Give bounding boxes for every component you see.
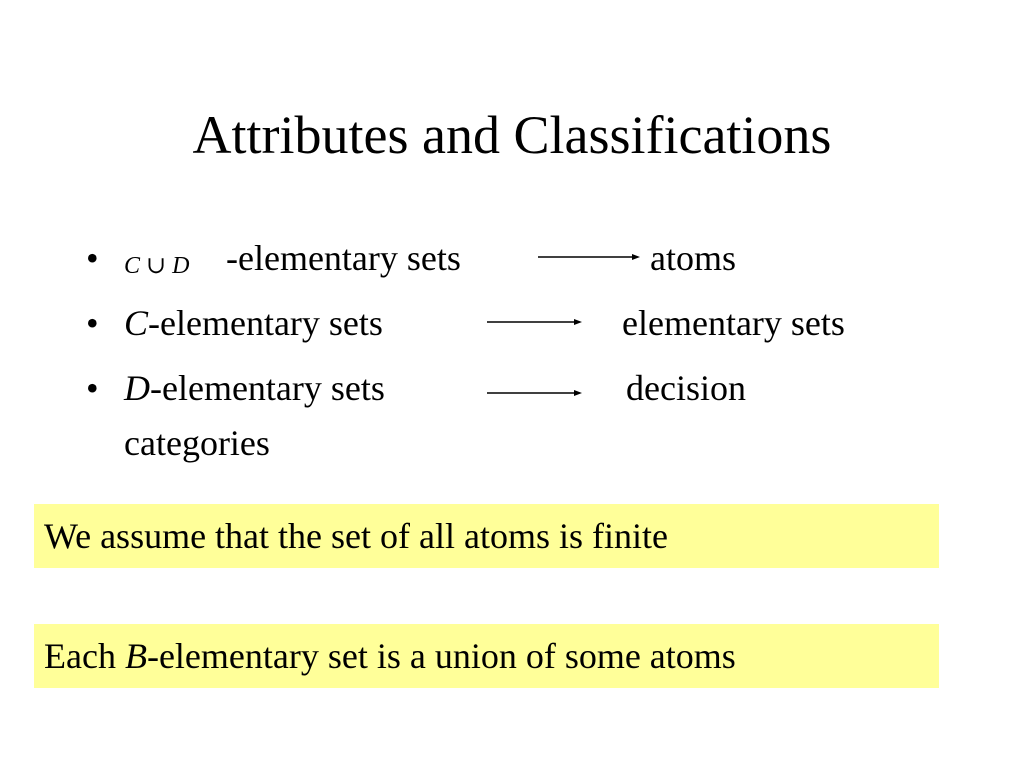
slide-title: Attributes and Classifications xyxy=(192,105,832,165)
math-var-d: D xyxy=(172,253,190,279)
bullet-item-atoms xyxy=(0,234,1024,282)
bullet-target: decision xyxy=(626,368,746,408)
math-var-b: B xyxy=(124,636,147,676)
note-union-of-atoms xyxy=(34,624,939,688)
math-var-c: C xyxy=(124,253,141,279)
bullet-content xyxy=(124,364,385,412)
bullet-text: -elementary sets xyxy=(226,238,461,278)
bullet-marker: • xyxy=(86,303,99,343)
math-c-union-d xyxy=(124,242,189,290)
union-symbol: ∪ xyxy=(146,253,167,279)
right-arrow-icon xyxy=(487,317,582,327)
note-text: -elementary set is a union of some atoms xyxy=(146,636,736,676)
right-arrow-icon xyxy=(538,252,640,262)
note-prefix: Each xyxy=(44,636,125,676)
bullet-content xyxy=(124,299,383,347)
bullet-text: -elementary sets xyxy=(150,368,385,408)
bullet-item-decision-categories xyxy=(0,364,1024,412)
bullet-item-elementary-sets xyxy=(0,299,1024,347)
note-atoms-finite xyxy=(34,504,939,568)
math-var-c: C xyxy=(124,303,149,343)
bullet-target-continuation: categories xyxy=(124,423,270,463)
math-var-d: D xyxy=(124,368,150,408)
bullet-marker: • xyxy=(86,368,99,408)
right-arrow-icon xyxy=(487,388,582,398)
bullet-target: atoms xyxy=(650,238,736,278)
bullet-text: -elementary sets xyxy=(148,303,383,343)
bullet-marker: • xyxy=(86,238,99,278)
note-text: We assume that the set of all atoms is finite xyxy=(44,516,668,556)
bullet-target: elementary sets xyxy=(622,303,845,343)
